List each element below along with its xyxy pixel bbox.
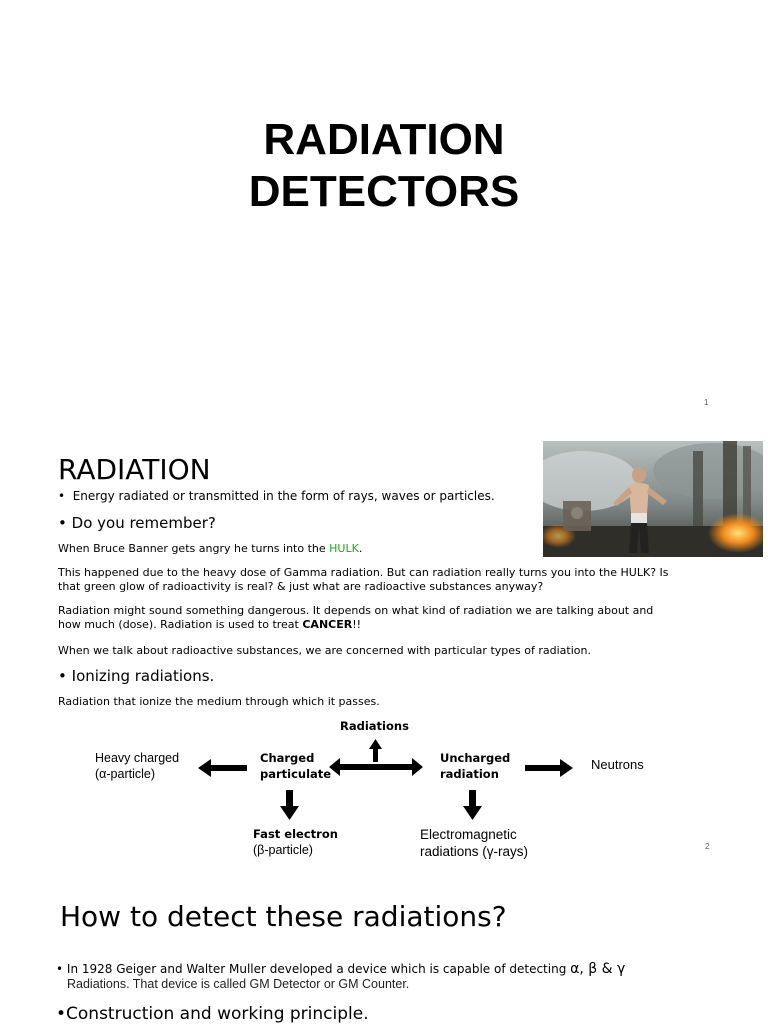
em-line-1: Electromagnetic [420,827,517,842]
slide-3 [0,870,768,1024]
p3-line-2 [58,618,653,632]
p3-line-2-text: how much (dose). Radiation is used to treat [58,618,303,631]
paragraph-bruce-banner [58,542,362,556]
slide-2-heading: RADIATION [58,453,211,486]
bullet-remember-text: Do you remember? [71,514,216,532]
node-charged-particulate [260,750,331,782]
fast-line-1: Fast electron [253,827,338,841]
radiation-diagram [0,714,768,864]
slide-3-heading: How to detect these radiations? [60,900,507,933]
bullet-dot: • [58,667,67,685]
arrow-up-radiations [369,739,382,762]
bullet-geiger [56,962,625,992]
p1-end: . [358,542,363,555]
bullet-dot: • [56,1004,67,1024]
hulk-movie-still [543,441,763,557]
node-uncharged-radiation [440,750,510,782]
hulk-scene-image [543,441,763,557]
geiger-line-1-text: In 1928 Geiger and Walter Muller developed a device which is capable of detecting [66,962,571,976]
construction-text: Construction and working principle. [66,1004,369,1024]
slide-2 [0,428,768,870]
bullet-dot: • [56,962,64,976]
geiger-line-1 [56,962,625,977]
diagram-root-radiations: Radiations [340,719,409,733]
page-number-2: 2 [705,842,710,851]
geiger-line-2: Radiations. That device is called GM Detector or GM Counter. [67,977,410,991]
uncharged-line-2: radiation [440,767,499,781]
bullet-energy [58,489,495,504]
greek-symbols: α, β & γ [570,961,626,977]
bullet-ionizing [58,667,214,685]
p2-line-1: This happened due to the heavy dose of Gamma radiation. But can radiation really turns you into the HULK? Is [58,566,669,579]
node-heavy-charged [95,750,179,782]
fast-line-2: (β-particle) [253,843,313,857]
title-line-2: DETECTORS [248,167,520,216]
hulk-highlight: HULK [329,542,359,555]
bullet-construction [56,1004,369,1024]
charged-line-2: particulate [260,767,332,781]
bullet-dot: • [58,489,66,503]
node-electromagnetic [420,826,528,860]
arrow-right-neutrons [525,759,573,777]
bullet-energy-text: Energy radiated or transmitted in the form of rays, waves or particles. [72,489,495,503]
bullet-ionizing-text: Ionizing radiations. [71,667,215,685]
arrow-left-heavy [198,759,247,777]
bullet-remember [58,514,216,532]
arrow-down-electromagnetic [463,790,482,820]
paragraph-dangerous [58,604,653,632]
node-neutrons: Neutrons [591,757,644,772]
paragraph-ionize-medium: Radiation that ionize the medium through which it passes. [58,695,380,708]
em-line-2: radiations (γ-rays) [420,844,529,859]
charged-line-1: Charged [260,751,315,765]
p2-line-2: that green glow of radioactivity is real? & just what are radioactive substances anyway? [58,580,544,593]
bullet-dot: • [58,514,67,532]
paragraph-radioactive: When we talk about radioactive substances, we are concerned with particular types of radiation. [58,644,591,657]
p3-end: !! [352,618,362,631]
uncharged-line-1: Uncharged [440,751,511,765]
arrow-down-fast-electron [280,790,299,820]
heavy-line-2: (α-particle) [95,767,156,781]
heavy-line-1: Heavy charged [95,751,180,765]
node-fast-electron [253,826,338,858]
slide-1-title [0,114,768,218]
diagram-arrows [0,714,768,864]
title-line-1: RADIATION [263,115,505,164]
page-number-1: 1 [704,398,709,407]
cancer-bold: CANCER [302,618,353,631]
p1-text: When Bruce Banner gets angry he turns into the [58,542,330,555]
slide-1 [0,0,768,428]
paragraph-gamma [58,566,669,594]
p3-line-1: Radiation might sound something dangerous. It depends on what kind of radiation we are talking about and [58,604,654,617]
